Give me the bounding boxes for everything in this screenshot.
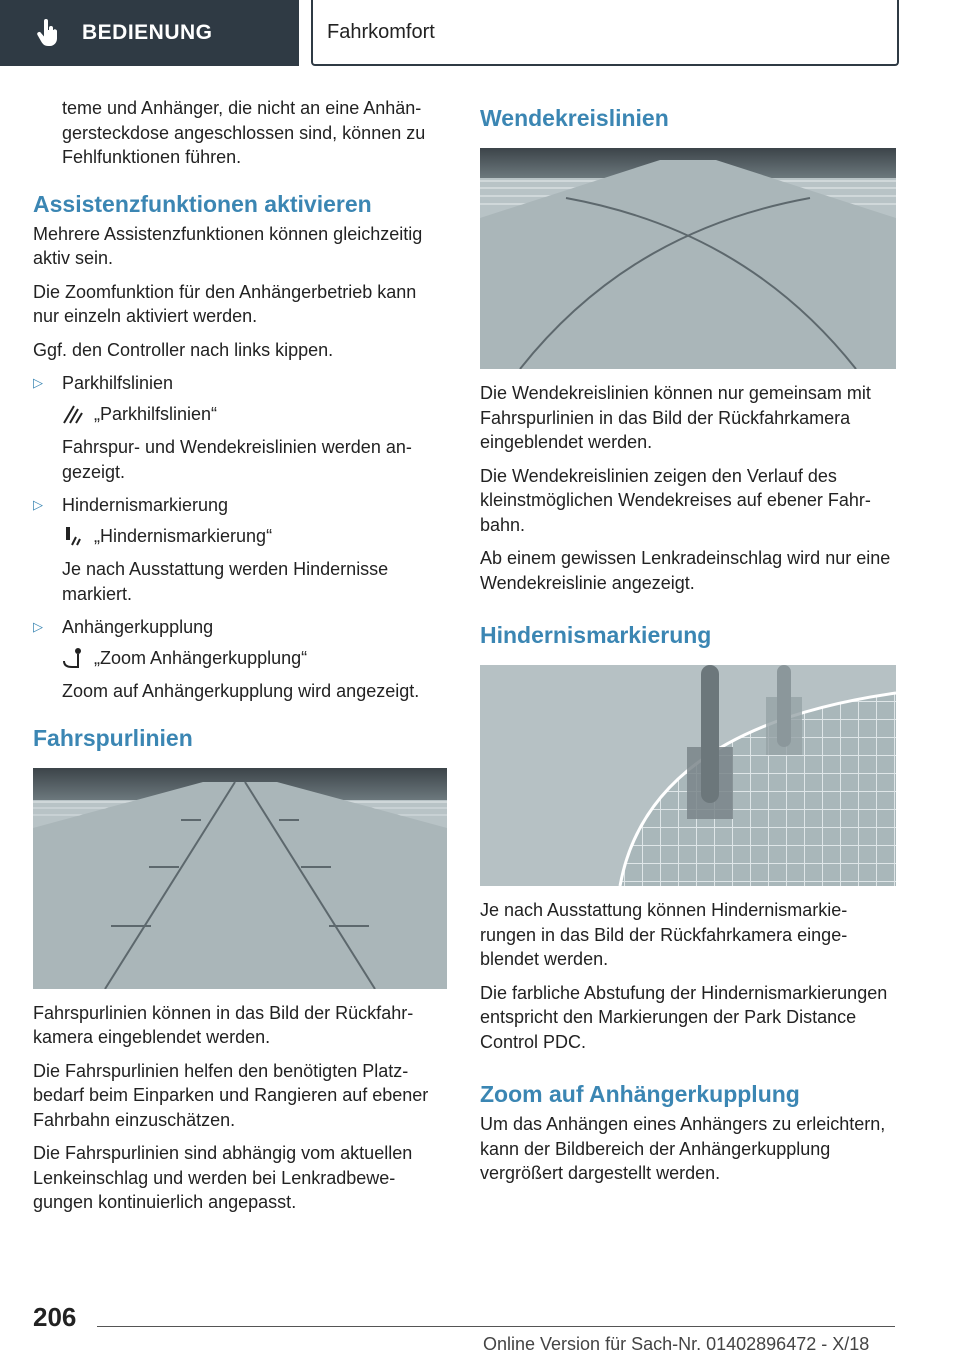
list-item-description: Je nach Ausstattung werden Hindernisse markiert. [62, 559, 389, 604]
assist-heading: Assistenzfunktionen aktivieren [33, 190, 372, 217]
lane-paragraph-1: Fahrspurlinien können in das Bild der Rückfahrkamera eingeblendet werden. [33, 1002, 414, 1047]
lane-paragraph-3: Die Fahrspurlinien sind abhängig vom aktuellen Lenkeinschlag und werden bei Lenkradbewegungen kontinuierlich angepasst. [33, 1143, 413, 1212]
topic-tab [311, 0, 899, 66]
intro-paragraph: teme und Anhänger, die nicht an eine Anhängersteckdose angeschlossen sind, können zu Fehlfunktionen führen. [62, 98, 426, 167]
obstacle-marking-illustration [480, 665, 896, 886]
parking-lines-icon [62, 403, 84, 425]
turning-circle-illustration [480, 148, 896, 369]
footer-divider [97, 1326, 895, 1327]
list-item-title: Hindernismarkierung [62, 495, 229, 515]
list-item [33, 371, 447, 484]
list-item-option: „Zoom Anhängerkupplung“ [94, 647, 308, 668]
lane-heading: Fahrspurlinien [33, 724, 193, 751]
zoom-paragraph-1: Um das Anhängen eines Anhängers zu erleichtern, kann der Bildbereich der Anhängerkupplung vergrößert dargestellt werden. [480, 1114, 886, 1183]
turn-paragraph-2: Die Wendekreislinien zeigen den Verlauf des kleinstmöglichen Wendekreises auf ebener Fahrbahn. [480, 465, 871, 535]
assist-paragraph-2: Die Zoomfunktion für den Anhängerbetrieb kann nur einzeln aktiviert werden. [33, 281, 417, 326]
right-column [480, 96, 896, 1195]
list-item-title: Parkhilfslinien [62, 373, 174, 393]
obstacle-paragraph-2: Die farbliche Abstufung der Hindernismarkierungen entspricht den Markierungen der Park Distance Control PDC. [480, 982, 888, 1052]
triangle-bullet-icon: ▷ [33, 619, 43, 634]
obstacle-paragraph-1: Je nach Ausstattung können Hindernismarkierungen in das Bild der Rückfahrkamera eingeblendet werden. [480, 900, 848, 969]
list-item-title: Anhängerkupplung [62, 617, 214, 637]
topic-label: Fahrkomfort [327, 20, 435, 43]
section-tab [0, 0, 299, 66]
hand-pointer-icon [36, 19, 60, 47]
assist-paragraph-1: Mehrere Assistenzfunktionen können gleichzeitig aktiv sein. [33, 223, 423, 268]
footer-text: Online Version für Sach-Nr. 01402896472 - X/18 [483, 1334, 870, 1354]
trailer-hitch-icon [62, 647, 84, 669]
triangle-bullet-icon: ▷ [33, 497, 43, 512]
list-item-description: Fahrspur- und Wendekreislinien werden angezeigt. [62, 437, 412, 482]
turn-heading: Wendekreislinien [480, 105, 669, 131]
list-item-option: „Hindernismarkierung“ [94, 525, 273, 546]
section-label: BEDIENUNG [82, 21, 213, 44]
obstacle-heading: Hindernismarkierung [480, 622, 712, 648]
left-column [33, 96, 447, 1224]
list-item [33, 493, 447, 606]
lane-lines-illustration [33, 768, 447, 989]
list-item-option: „Parkhilfslinien“ [94, 403, 218, 424]
lane-paragraph-2: Die Fahrspurlinien helfen den benötigten Platzbedarf beim Einparken und Rangieren auf ebener Fahrbahn einzuschätzen. [33, 1060, 429, 1130]
page-number: 206 [33, 1302, 77, 1332]
triangle-bullet-icon: ▷ [33, 375, 43, 390]
assist-paragraph-3: Ggf. den Controller nach links kippen. [33, 339, 334, 360]
obstacle-marking-icon [62, 525, 84, 547]
list-item-description: Zoom auf Anhängerkupplung wird angezeigt. [62, 681, 420, 701]
zoom-heading: Zoom auf Anhängerkupplung [480, 1081, 800, 1107]
turn-paragraph-3: Ab einem gewissen Lenkradeinschlag wird nur eine Wendekreislinie angezeigt. [480, 548, 891, 593]
list-item [33, 615, 447, 704]
turn-paragraph-1: Die Wendekreislinien können nur gemeinsam mit Fahrspurlinien in das Bild der Rückfahrkamera eingeblendet werden. [480, 383, 871, 452]
